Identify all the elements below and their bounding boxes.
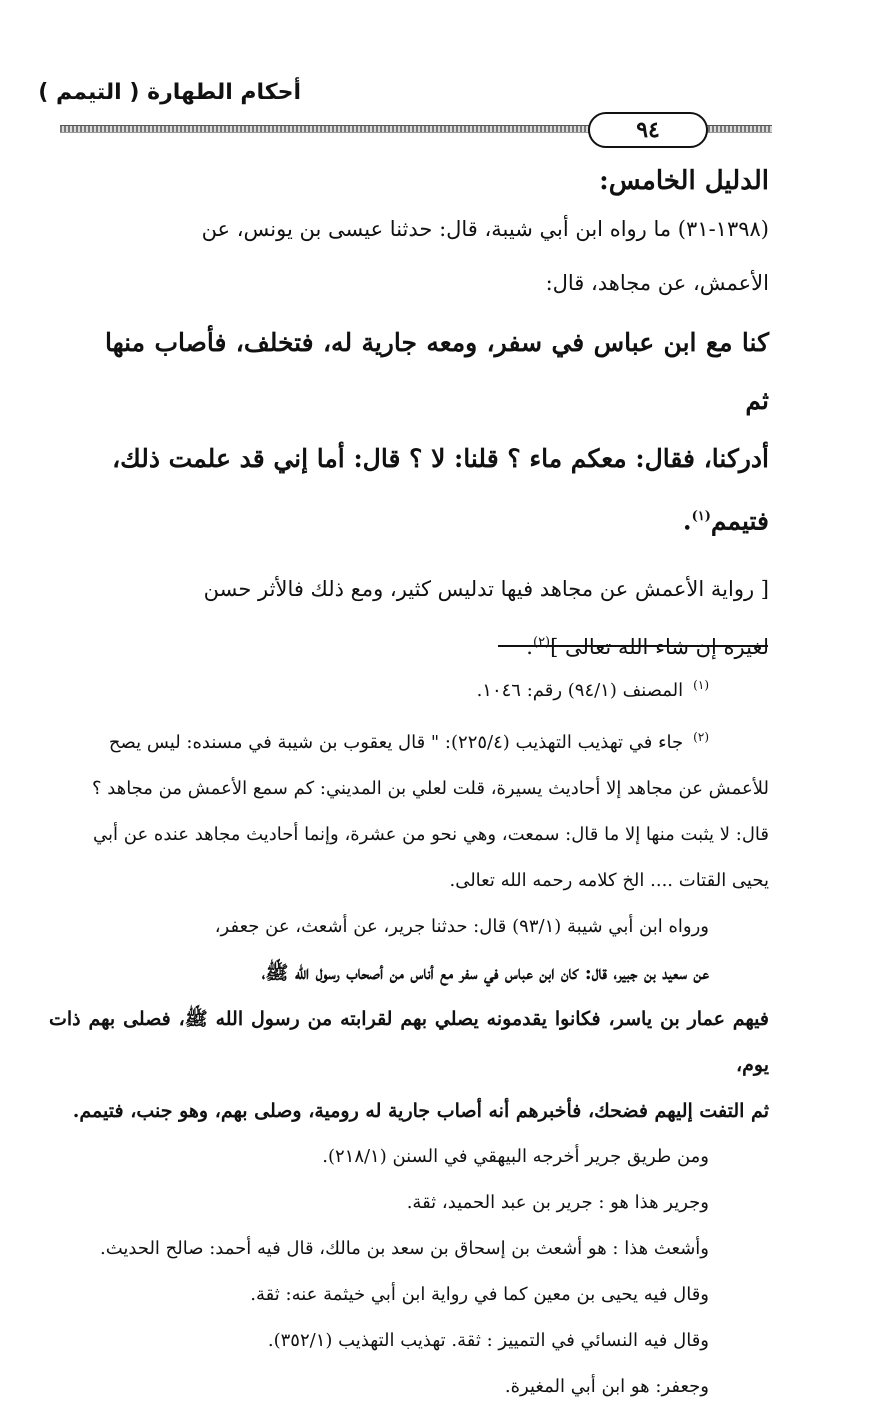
quote-end: .	[682, 506, 692, 536]
footnote-2-line-4: يحيى القتات .... الخ كلامه رحمه الله تعالى.	[449, 870, 769, 891]
footnote-2-line-3: قال: لا يثبت منها إلا ما قال: سمعت، وهي نحو من عشرة، وإنما أحاديث مجاهد عنده عن أبي	[93, 824, 769, 845]
page-number-badge	[588, 112, 708, 148]
page-number: ٩٤	[636, 117, 660, 143]
note-line-1: [ رواية الأعمش عن مجاهد فيها تدليس كثير، ومع ذلك فالأثر حسن	[203, 577, 769, 602]
footnote-1-mark: (١)	[693, 678, 709, 692]
footnote-2-line-2: للأعمش عن مجاهد إلا أحاديث يسيرة، قلت لعلي بن المديني: كم سمع الأعمش من مجاهد ؟	[91, 778, 769, 799]
footnote-1-text: المصنف (٩٤/١) رقم: ١٠٤٦.	[476, 680, 684, 701]
footnote-separator	[498, 645, 768, 647]
running-header-title: أحكام الطهارة ( التيمم )	[38, 80, 301, 105]
main-text	[105, 166, 769, 674]
intro-line-2: الأعمش، عن مجاهد، قال:	[545, 271, 769, 295]
footnote-line-14: وجعفر: هو ابن أبي المغيرة.	[504, 1376, 709, 1397]
footnote-bold-quote	[49, 950, 769, 1134]
note-line-2: لغيره إن شاء الله تعالى ]	[550, 635, 769, 660]
intro-line-1: (١٣٩٨-٣١) ما رواه ابن أبي شيبة، قال: حدثنا عيسى بن يونس، عن	[201, 217, 769, 241]
footnote-1	[49, 662, 769, 714]
footnote-bold-line-2: فيهم عمار بن ياسر، فكانوا يقدمونه يصلي بهم لقرابته من رسول الله ﷺ، فصلى بهم ذات يوم،	[49, 1008, 769, 1076]
section-heading: الدليل الخامس:	[599, 166, 769, 196]
footnote-bold-line-1: عن سعيد بن جبير، قال: كان ابن عباس في سفر مع أناس من أصحاب رسول الله ﷺ،	[261, 962, 709, 984]
footnote-2-mark: (٢)	[693, 730, 709, 744]
footnote-2	[49, 714, 769, 904]
footnote-line-9: ومن طريق جرير أخرجه البيهقي في السنن (٢١٨/١).	[322, 1146, 709, 1167]
footnote-line-13: وقال فيه النسائي في التمييز : ثقة. تهذيب التهذيب (٣٥٢/١).	[267, 1330, 709, 1351]
note-paragraph	[105, 562, 769, 674]
footnote-line-11: وأشعث هذا : هو أشعث بن إسحاق بن سعد بن مالك، قال فيه أحمد: صالح الحديث.	[99, 1238, 709, 1259]
quote-line-1: كنا مع ابن عباس في سفر، ومعه جارية له، فتخلف، فأصاب منها ثم	[105, 328, 769, 415]
footnote-2-first	[109, 714, 769, 766]
footnote-bold-line-3: ثم التفت إليهم فضحك، فأخبرهم أنه أصاب جارية له رومية، وصلى بهم، وهو جنب، فتيمم.	[72, 1100, 769, 1122]
footnote-ref-2: (٢)	[532, 635, 551, 651]
footnote-line-12: وقال فيه يحيى بن معين كما في رواية ابن أبي خيثمة عنه: ثقة.	[250, 1284, 709, 1305]
footnotes	[49, 662, 769, 1410]
footnote-line-10: وجرير هذا هو : جرير بن عبد الحميد، ثقة.	[406, 1192, 709, 1213]
footnote-2-line-1: جاء في تهذيب التهذيب (٢٢٥/٤): " قال يعقوب بن شيبة في مسنده: ليس يصح	[108, 732, 684, 753]
quote-line-2: أدركنا، فقال: معكم ماء ؟ قلنا: لا ؟ قال: أما إني قد علمت ذلك،	[112, 444, 769, 473]
footnote-ref-1: (١)	[691, 509, 711, 524]
note-end: .	[526, 635, 533, 660]
quote-line-3: فتيمم	[710, 506, 769, 536]
intro-paragraph	[105, 202, 769, 310]
footnote-line-5: ورواه ابن أبي شيبة (٩٣/١) قال: حدثنا جرير، عن أشعث، عن جعفر،	[214, 916, 709, 937]
quote-paragraph	[105, 314, 769, 550]
